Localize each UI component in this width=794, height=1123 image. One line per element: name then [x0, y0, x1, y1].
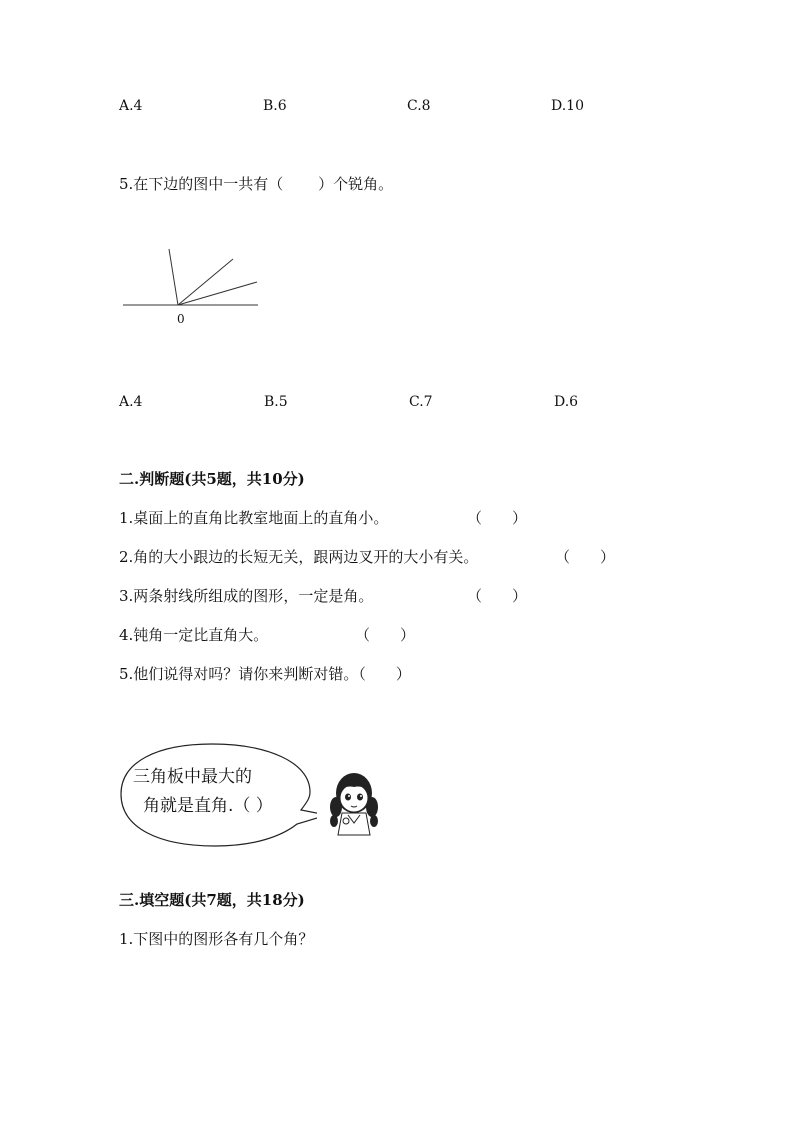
- judge-item-5: 5.他们说得对吗？请你来判断对错。（ ）: [119, 665, 411, 683]
- section3-title: 三.填空题(共7题，共18分): [119, 891, 305, 909]
- ray-steep: [169, 249, 178, 305]
- vertex-label: 0: [177, 312, 185, 326]
- girl-illustration-icon: [328, 765, 380, 837]
- judge-item-2-blank[interactable]: （ ）: [555, 548, 616, 566]
- q5-option-a: A.4: [119, 394, 143, 410]
- q5-option-c: C.7: [409, 394, 433, 410]
- fill-item-1: 1.下图中的图形各有几个角？: [119, 930, 314, 948]
- section2-title: 二.判断题(共5题，共10分): [119, 470, 305, 488]
- ray-middle: [178, 259, 233, 305]
- judge-item-3-blank[interactable]: （ ）: [467, 587, 528, 605]
- ray-shallow: [178, 282, 257, 305]
- acute-angles-figure: [118, 245, 278, 325]
- q4-option-c: C.8: [407, 98, 431, 114]
- judge-item-4-blank[interactable]: （ ）: [355, 626, 416, 644]
- judge-item-3: 3.两条射线所组成的图形，一定是角。: [119, 587, 374, 605]
- q5-option-b: B.5: [264, 394, 288, 410]
- q5-option-d: D.6: [554, 394, 579, 410]
- judge-item-4: 4.钝角一定比直角大。: [119, 626, 269, 644]
- judge-item-1-blank[interactable]: （ ）: [467, 509, 528, 527]
- q4-option-a: A.4: [119, 98, 143, 114]
- q4-option-d: D.10: [551, 98, 584, 114]
- q5-question: 5.在下边的图中一共有（ ）个锐角。: [119, 175, 394, 193]
- bubble-line-1: 三角板中最大的: [133, 767, 252, 787]
- q4-option-b: B.6: [263, 98, 287, 114]
- judge-item-1: 1.桌面上的直角比教室地面上的直角小。: [119, 509, 389, 527]
- bubble-line-2: 角就是直角.（ ）: [143, 796, 273, 816]
- judge-item-2: 2.角的大小跟边的长短无关，跟两边叉开的大小有关。: [119, 548, 479, 566]
